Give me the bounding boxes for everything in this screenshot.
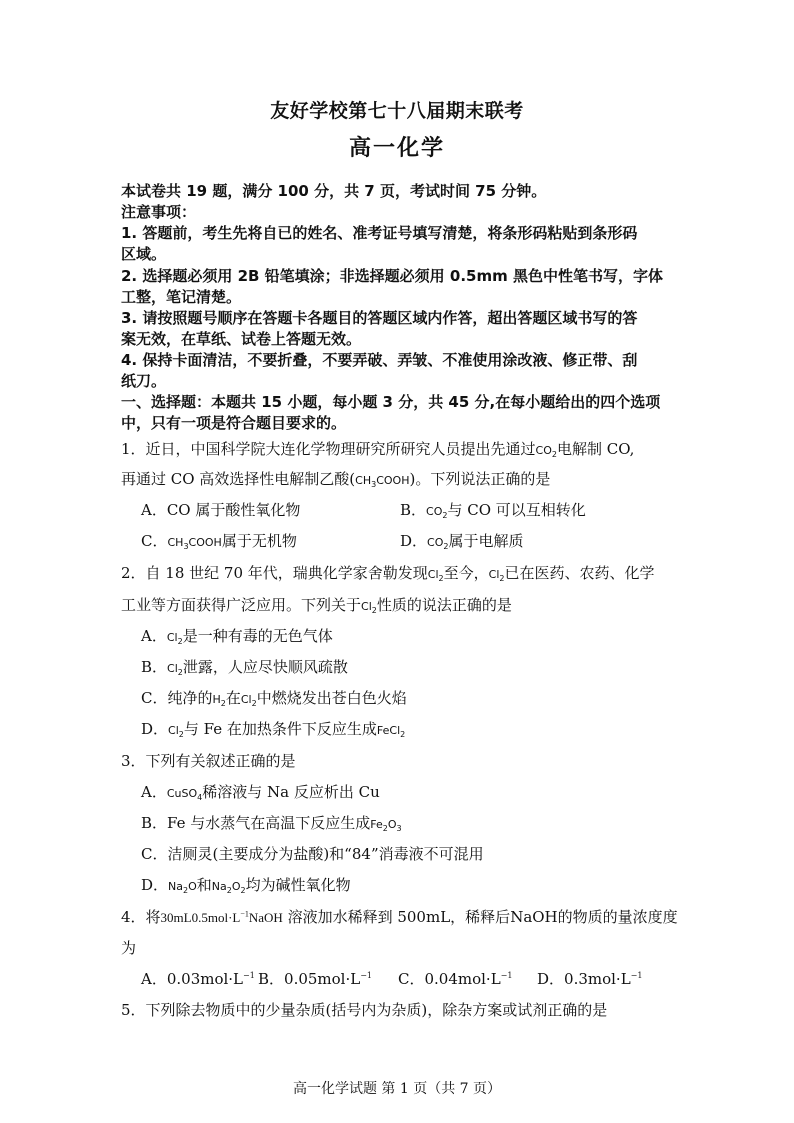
q2-stem-line2: 工业等方面获得广泛应用。下列关于$Cl_2$性质的说法正确的是	[121, 596, 512, 616]
q4-stem-line1: 4．将$30mL0.5mol\cdot L^{-1}NaOH$ 溶液加水稀释到 500mL，稀释后NaOH的物质的量浓度度	[121, 908, 678, 926]
q1-option-a: A．CO 属于酸性氧化物	[141, 501, 301, 519]
notice-item-3a: 3. 请按照题号顺序在答题卡各题目的答题区域内作答，超出答题区域书写的答	[121, 309, 638, 327]
notice-item-4a: 4. 保持卡面清洁，不要折叠，不要弄破、弄皱、不准使用涂改液、修正带、刮	[121, 351, 638, 369]
q2-option-d: D．$Cl_2$与 Fe 在加热条件下反应生成FeCl$_2$	[141, 720, 406, 740]
notice-item-2a: 2. 选择题必须用 2B 铅笔填涂；非选择题必须用 0.5mm 黑色中性笔书写，字体	[121, 267, 663, 285]
notice-item-3b: 案无效，在草纸、试卷上答题无效。	[121, 330, 362, 348]
q2-option-b: B．$Cl_2$泄露，人应尽快顺风疏散	[141, 658, 348, 678]
notice-item-4b: 纸刀。	[121, 372, 167, 390]
subject-title: 高一化学	[348, 135, 445, 161]
section-heading-a: 一、选择题：本题共 15 小题，每小题 3 分，共 45 分,在每小题给出的四个选项	[121, 393, 661, 411]
q3-option-a: A．CuSO$_4$稀溶液与 Na 反应析出 Cu	[141, 783, 380, 803]
notice-item-1b: 区域。	[121, 245, 167, 263]
notice-item-2b: 工整，笔记清楚。	[121, 288, 242, 306]
q1-option-c: C．$CH_3COOH$属于无机物	[141, 532, 297, 552]
page-footer: 高一化学试题 第 1 页（共 7 页）	[292, 1081, 502, 1097]
q4-option-d: D．$0.3mol\cdot L^{-1}$	[537, 970, 643, 988]
q3-option-d: D．$Na_2O$和$Na_2O_2$均为碱性氧化物	[141, 876, 351, 896]
notice-item-1a: 1. 答题前，考生先将自已的姓名、准考证号填写清楚，将条形码粘贴到条形码	[121, 224, 638, 242]
q4-option-c: C．$0.04mol\cdot L^{-1}$	[398, 970, 513, 988]
q4-stem-line2: 为	[121, 939, 137, 957]
q1-stem-line2: 再通过 CO 高效选择性电解制乙酸$(CH_3COOH)$。下列说法正确的是	[121, 470, 551, 490]
section-heading-b: 中，只有一项是符合题目要求的。	[121, 414, 347, 432]
exam-intro: 本试卷共 19 题，满分 100 分，共 7 页，考试时间 75 分钟。	[121, 182, 547, 200]
q3-option-c: C．洁厕灵(主要成分为盐酸)和“84”消毒液不可混用	[141, 845, 484, 863]
q3-stem: 3．下列有关叙述正确的是	[121, 752, 296, 770]
q3-option-b: B．Fe 与水蒸气在高温下反应生成$Fe_2O_3$	[141, 814, 402, 834]
q4-option-b: B．$0.05mol\cdot L^{-1}$	[258, 970, 372, 988]
q1-stem-line1: 1．近日，中国科学院大连化学物理研究所研究人员提出先通过$CO_2$电解制 CO,	[121, 440, 635, 460]
q2-option-a: A．$Cl_2$是一种有毒的无色气体	[141, 627, 333, 647]
notice-heading: 注意事项：	[121, 203, 197, 221]
q1-option-b: B．$CO_2$与 CO 可以互相转化	[400, 501, 586, 521]
school-title: 友好学校第七十八届期末联考	[270, 100, 524, 122]
q2-option-c: C．纯净的$H_2$在$Cl_2$中燃烧发出苍白色火焰	[141, 689, 407, 709]
q2-stem-line1: 2．自 18 世纪 70 年代，瑞典化学家舍勒发现$Cl_2$至今，$Cl_2$已在医药、农药、化学	[121, 564, 655, 584]
q5-stem: 5．下列除去物质中的少量杂质(括号内为杂质)，除杂方案或试剂正确的是	[121, 1001, 608, 1019]
q4-option-a: A．$0.03mol\cdot L^{-1}$	[141, 970, 255, 988]
q1-option-d: D．$CO_2$属于电解质	[400, 532, 524, 552]
